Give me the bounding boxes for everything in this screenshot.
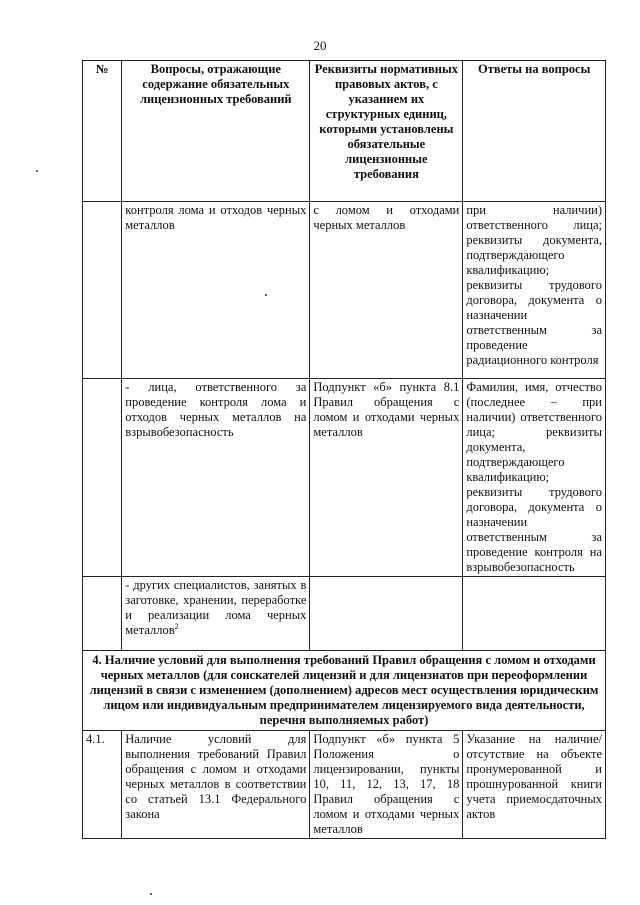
question-text: - других специалистов, занятых в заготовке, хранении, переработке и реализации лома черных металлов — [125, 578, 307, 637]
question-cell: - лица, ответственного за проведение контроля лома и отходов черных металлов на взрывобезопасность — [122, 379, 310, 577]
requisite-cell — [310, 577, 463, 651]
scan-speck — [150, 893, 152, 895]
header-requisites: Реквизиты нормативных правовых актов, с указанием их структурных единиц, которыми установлены обязательные лицензионные требования — [310, 61, 463, 202]
requirements-table — [82, 60, 606, 839]
answer-cell: Указание на наличие/отсутствие на объекте пронумерованной и прошнурованной книги учета приемосдаточных актов — [463, 731, 606, 839]
requisite-cell: Подпункт «б» пункта 8.1 Правил обращения с ломом и отходами черных металлов — [310, 379, 463, 577]
scan-speck — [265, 294, 267, 296]
footnote-mark: 2 — [174, 621, 179, 631]
table-row — [83, 202, 606, 379]
table-header-row — [83, 61, 606, 202]
row-number: 4.1. — [83, 731, 122, 839]
question-cell — [122, 577, 310, 651]
section-4-title: 4. Наличие условий для выполнения требований Правил обращения с ломом и отходами черных металлов (для соискателей лицензий и для лицензиатов при переоформлении лицензий в связи с изменением (дополнением) адресов мест осуществления юридическим лицом или индивидуальным предпринимателем лицензируемого вида деятельности, перечня выполняемых работ) — [83, 651, 606, 731]
row-number — [83, 379, 122, 577]
answer-cell — [463, 577, 606, 651]
page-number: 20 — [313, 38, 327, 53]
answer-cell: Фамилия, имя, отчество (последнее – при наличии) ответственного лица; реквизиты документа, подтверждающего квалификацию; реквизиты трудового договора, документа о назначении ответственным за проведение контроля на взрывобезопасность — [463, 379, 606, 577]
row-number — [83, 202, 122, 379]
section-row — [83, 651, 606, 731]
scan-speck — [36, 170, 38, 172]
table-row — [83, 577, 606, 651]
answer-cell: при наличии) ответственного лица; реквизиты документа, подтверждающего квалификацию; реквизиты трудового договора, документа о назначении ответственным за проведение радиационного контроля — [463, 202, 606, 379]
question-cell: контроля лома и отходов черных металлов — [122, 202, 310, 379]
header-questions: Вопросы, отражающие содержание обязательных лицензионных требований — [122, 61, 310, 202]
table-row — [83, 379, 606, 577]
header-answers: Ответы на вопросы — [463, 61, 606, 202]
question-cell: Наличие условий для выполнения требований Правил обращения с ломом и отходами черных металлов в соответствии со статьей 13.1 Федерального закона — [122, 731, 310, 839]
requisite-cell: Подпункт «б» пункта 5 Положения о лицензировании, пункты 10, 11, 12, 13, 17, 18 Правил обращения с ломом и отходами черных металлов — [310, 731, 463, 839]
requisite-cell: с ломом и отходами черных металлов — [310, 202, 463, 379]
table-row — [83, 731, 606, 839]
row-number — [83, 577, 122, 651]
header-no: № — [83, 61, 122, 202]
